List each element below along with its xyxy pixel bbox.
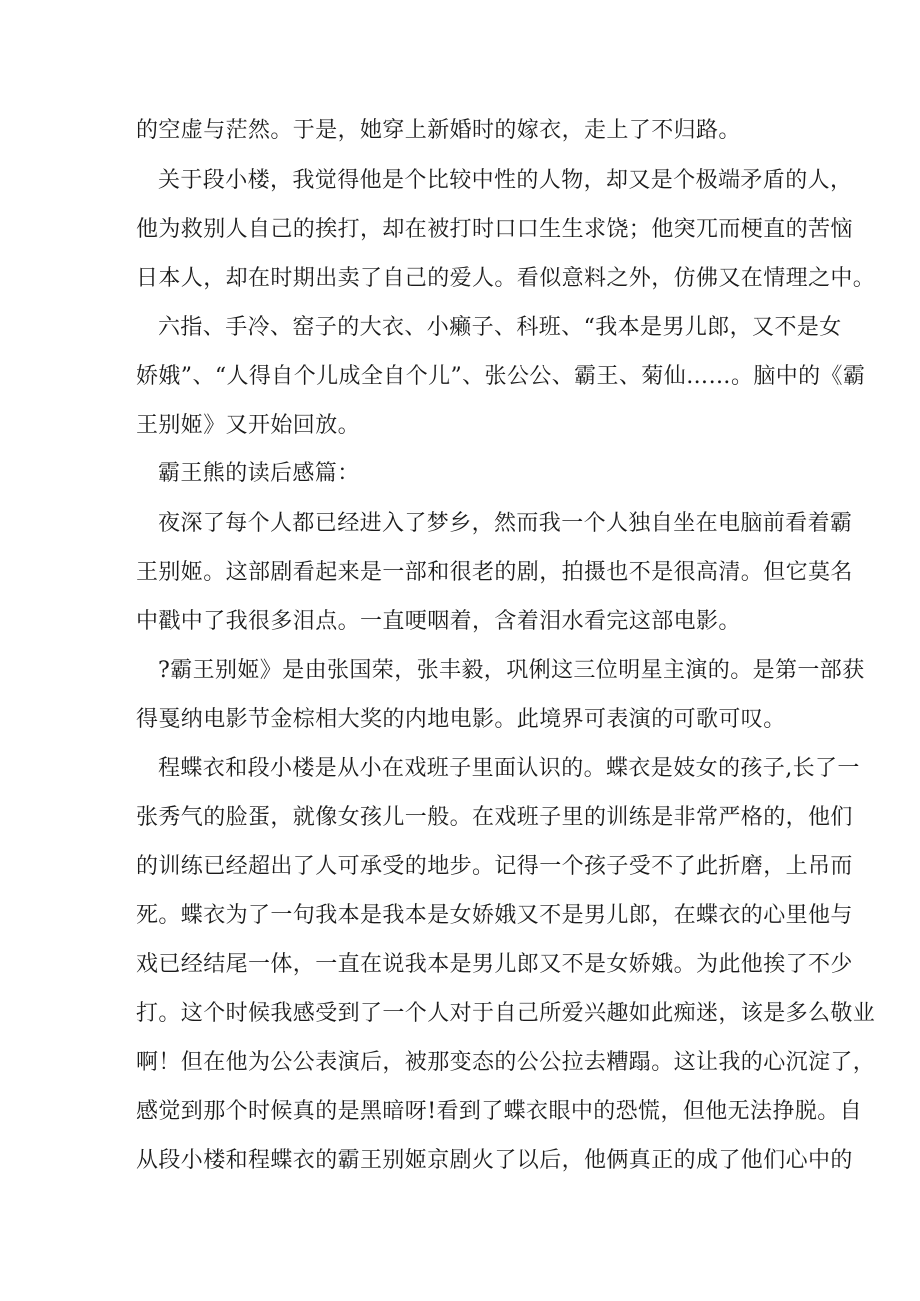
- text-line-7: 王别姬》又开始回放。: [136, 413, 361, 438]
- text-line-15: 张秀气的脸蛋，就像女孩儿一般。在戏班子里的训练是非常严格的，他们: [136, 805, 853, 830]
- text-line-20: 啊！但在他为公公表演后，被那变态的公公拉去糟蹋。这让我的心沉淀了，: [136, 1050, 876, 1075]
- text-line-18: 戏已经结尾一体，一直在说我本是男儿郎又不是女娇娥。为此他挨了不少: [136, 952, 853, 977]
- text-line-9: 夜深了每个人都已经进入了梦乡，然而我一个人独自坐在电脑前看着霸: [158, 511, 853, 536]
- text-line-13: 得戛纳电影节金棕相大奖的内地电影。此境界可表演的可歌可叹。: [136, 707, 786, 732]
- text-line-4: 日本人，却在时期出卖了自己的爱人。看似意料之外，仿佛又在情理之中。: [136, 266, 876, 291]
- text-line-11: 中戳中了我很多泪点。一直哽咽着，含着泪水看完这部电影。: [136, 609, 741, 634]
- text-line-12: ?霸王别姬》是由张国荣，张丰毅，巩俐这三位明星主演的。是第一部获: [158, 658, 865, 683]
- text-line-16: 的训练已经超出了人可承受的地步。记得一个孩子受不了此折磨，上吊而: [136, 854, 853, 879]
- text-line-19: 打。这个时候我感受到了一个人对于自己所爱兴趣如此痴迷，该是多么敬业: [136, 1001, 876, 1026]
- text-line-5: 六指、手冷、窑子的大衣、小癞子、科班、“我本是男儿郎，又不是女: [158, 315, 842, 340]
- text-line-21: 感觉到那个时候真的是黑暗呀!看到了蝶衣眼中的恐慌，但他无法挣脱。自: [136, 1099, 863, 1124]
- text-line-8: 霸王熊的读后感篇：: [158, 461, 360, 486]
- text-line-14: 程蝶衣和段小楼是从小在戏班子里面认识的。蝶衣是妓女的孩子,长了一: [158, 756, 860, 781]
- text-line-2: 关于段小楼，我觉得他是个比较中性的人物，却又是个极端矛盾的人，: [158, 168, 853, 193]
- text-line-22: 从段小楼和程蝶衣的霸王别姬京剧火了以后，他俩真正的成了他们心中的: [136, 1148, 853, 1173]
- text-line-17: 死。蝶衣为了一句我本是我本是女娇娥又不是男儿郎，在蝶衣的心里他与: [136, 903, 853, 928]
- text-line-3: 他为救别人自己的挨打，却在被打时口口生生求饶；他突兀而梗直的苦恼: [136, 217, 853, 242]
- text-line-1: 的空虚与茫然。于是，她穿上新婚时的嫁衣，走上了不归路。: [136, 118, 741, 143]
- text-line-10: 王别姬。这部剧看起来是一部和很老的剧，拍摄也不是很高清。但它莫名: [136, 560, 853, 585]
- text-line-6: 娇娥”、“人得自个儿成全自个儿”、张公公、霸王、菊仙……。脑中的《霸: [136, 364, 866, 389]
